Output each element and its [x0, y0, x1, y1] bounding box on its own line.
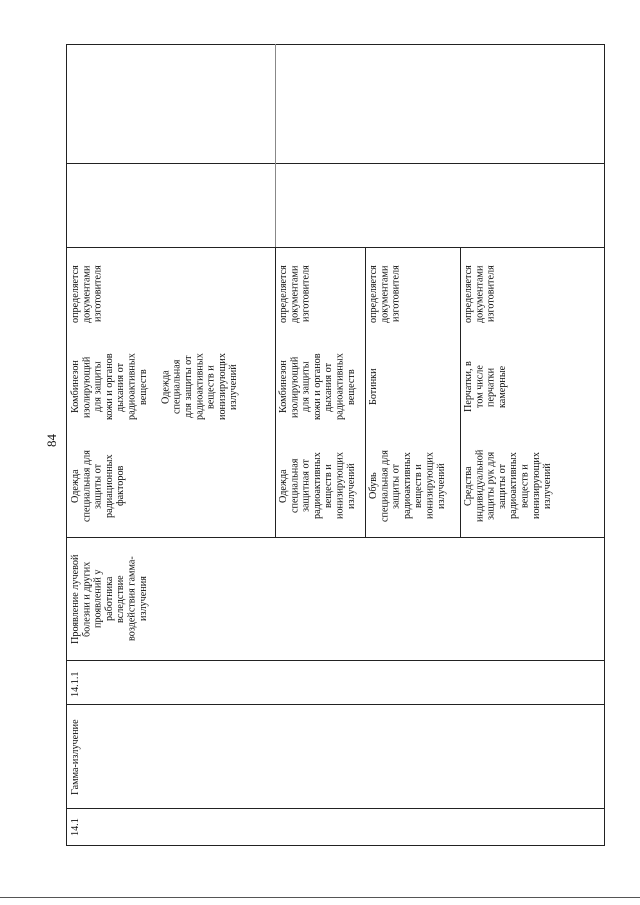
- table-border-bottom: [66, 845, 604, 846]
- subcode: 14.1.1: [70, 671, 81, 697]
- hazard-effect: Проявление лучевой болезни и других проявлений у работника вследствие воздействия гамма- излучения: [70, 554, 149, 644]
- col-divider: [66, 537, 604, 538]
- row-code: 14.1: [70, 818, 81, 836]
- ppe-name: Ботинки: [368, 368, 379, 406]
- table-border-right: [604, 44, 605, 846]
- ppe-name: Комбинезон изолирующий для защиты кожи и органов дыхания от радиоактивных веществ Одежда специальная для защиты от радиоактивных веществ и ионизирующих излучений: [70, 353, 240, 421]
- col-divider: [66, 660, 604, 661]
- ppe-type: Обувь специальная для защиты от радиоактивных веществ и ионизирующих излучений: [368, 450, 447, 522]
- ppe-name: Перчатки, в том числе перчатки камерные: [463, 361, 508, 413]
- ppe-type: Средства индивидуальной защиты рук для защиты от радиоактивных веществ и ионизирующих излучений: [463, 449, 554, 523]
- ppe-name: Комбинезон изолирующий для защиты кожи и органов дыхания от радиоактивных веществ: [278, 353, 357, 421]
- page-number: 84: [44, 434, 59, 448]
- table-border-top: [66, 44, 604, 45]
- ppe-type: Одежда специальная для защиты от радиационных факторов: [70, 450, 127, 522]
- row-divider: [460, 247, 461, 537]
- row-divider: [275, 247, 276, 537]
- col-divider: [66, 247, 604, 248]
- ppe-spec: определяется документами изготовителя: [463, 265, 497, 323]
- page-bottom-rule: [0, 897, 640, 898]
- row-divider: [365, 247, 366, 537]
- ppe-spec: определяется документами изготовителя: [70, 265, 104, 323]
- hazard-factor: Гамма-излучение: [70, 719, 81, 795]
- table-border-left: [66, 44, 67, 846]
- ppe-spec: определяется документами изготовителя: [278, 265, 312, 323]
- col-divider: [66, 704, 604, 705]
- col-divider: [66, 163, 604, 164]
- ppe-spec: определяется документами изготовителя: [368, 265, 402, 323]
- ppe-type: Одежда специальная защитная от радиоактивных веществ и ионизирующих излучений: [278, 452, 357, 520]
- row-divider: [275, 44, 276, 247]
- col-divider: [66, 808, 604, 809]
